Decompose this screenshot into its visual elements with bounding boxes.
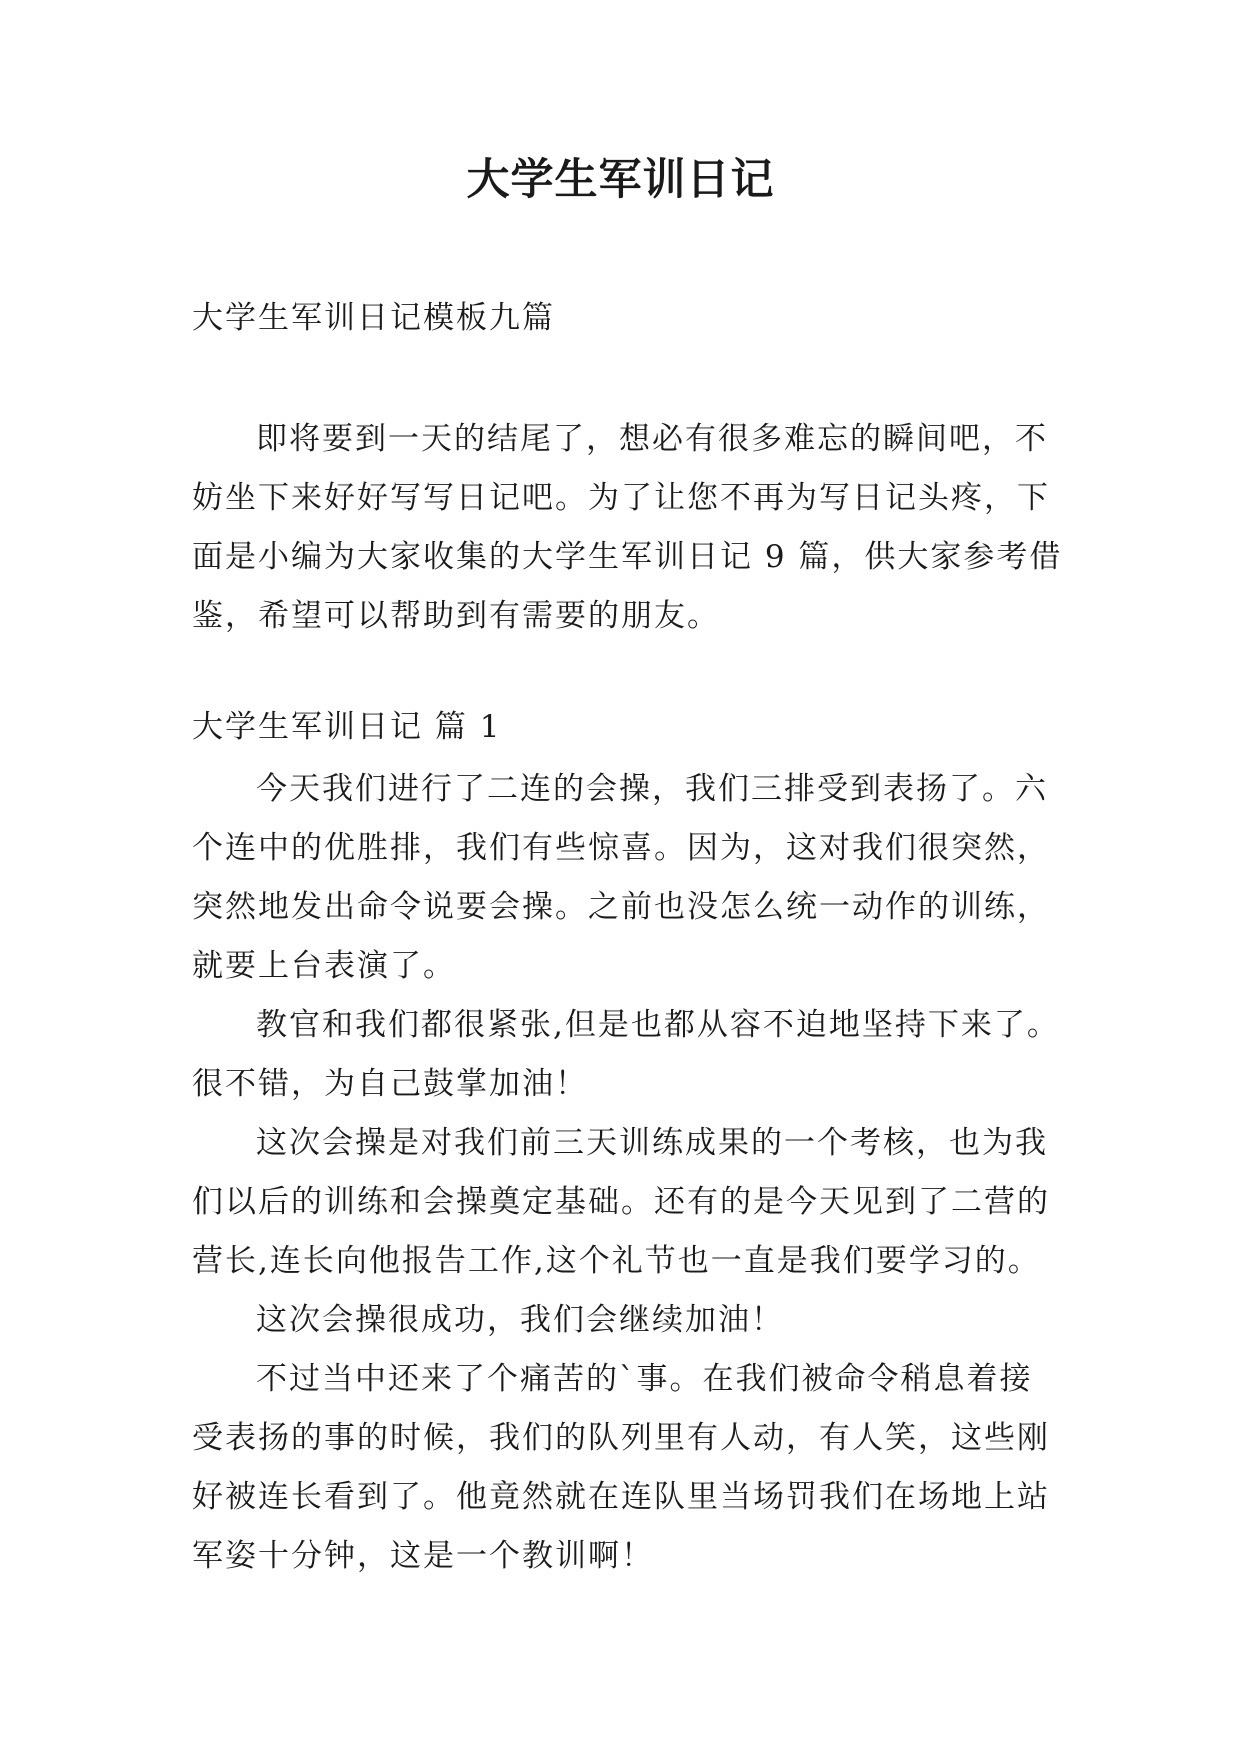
body-line: 们以后的训练和会操奠定基础。还有的是今天见到了二营的 bbox=[192, 1184, 1050, 1220]
intro-line: 即将要到一天的结尾了，想必有很多难忘的瞬间吧，不 bbox=[256, 421, 1048, 457]
document-title: 大学生军训日记 bbox=[466, 155, 775, 205]
body-line: 就要上台表演了。 bbox=[192, 948, 456, 984]
intro-line: 妨坐下来好好写写日记吧。为了让您不再为写日记头疼，下 bbox=[192, 480, 1050, 516]
body-line: 教官和我们都很紧张,但是也都从容不迫地坚持下来了。 bbox=[256, 1007, 1060, 1043]
document-subtitle: 大学生军训日记模板九篇 bbox=[192, 300, 555, 336]
intro-line: 鉴，希望可以帮助到有需要的朋友。 bbox=[192, 598, 720, 634]
body-line: 突然地发出命令说要会操。之前也没怎么统一动作的训练， bbox=[192, 889, 1050, 925]
body-line: 营长,连长向他报告工作,这个礼节也一直是我们要学习的。 bbox=[192, 1243, 1041, 1279]
intro-paragraph bbox=[192, 410, 1063, 646]
section-heading: 大学生军训日记 篇 1 bbox=[192, 709, 502, 745]
body-line: 很不错，为自己鼓掌加油！ bbox=[192, 1066, 588, 1102]
body-line: 这次会操是对我们前三天训练成果的一个考核，也为我 bbox=[256, 1125, 1048, 1161]
body-line: 军姿十分钟，这是一个教训啊！ bbox=[192, 1538, 654, 1574]
body-line: 个连中的优胜排，我们有些惊喜。因为，这对我们很突然， bbox=[192, 830, 1050, 866]
intro-line: 面是小编为大家收集的大学生军训日记 9 篇，供大家参考借 bbox=[192, 539, 1063, 575]
body-line: 今天我们进行了二连的会操，我们三排受到表扬了。六 bbox=[256, 771, 1048, 807]
body-line: 好被连长看到了。他竟然就在连队里当场罚我们在场地上站 bbox=[192, 1479, 1050, 1515]
body-line: 不过当中还来了个痛苦的`事。在我们被命令稍息着接 bbox=[256, 1361, 1033, 1397]
body-line: 受表扬的事的时候，我们的队列里有人动，有人笑，这些刚 bbox=[192, 1420, 1050, 1456]
diary-body bbox=[192, 760, 1060, 1586]
body-line: 这次会操很成功，我们会继续加油！ bbox=[256, 1302, 784, 1338]
